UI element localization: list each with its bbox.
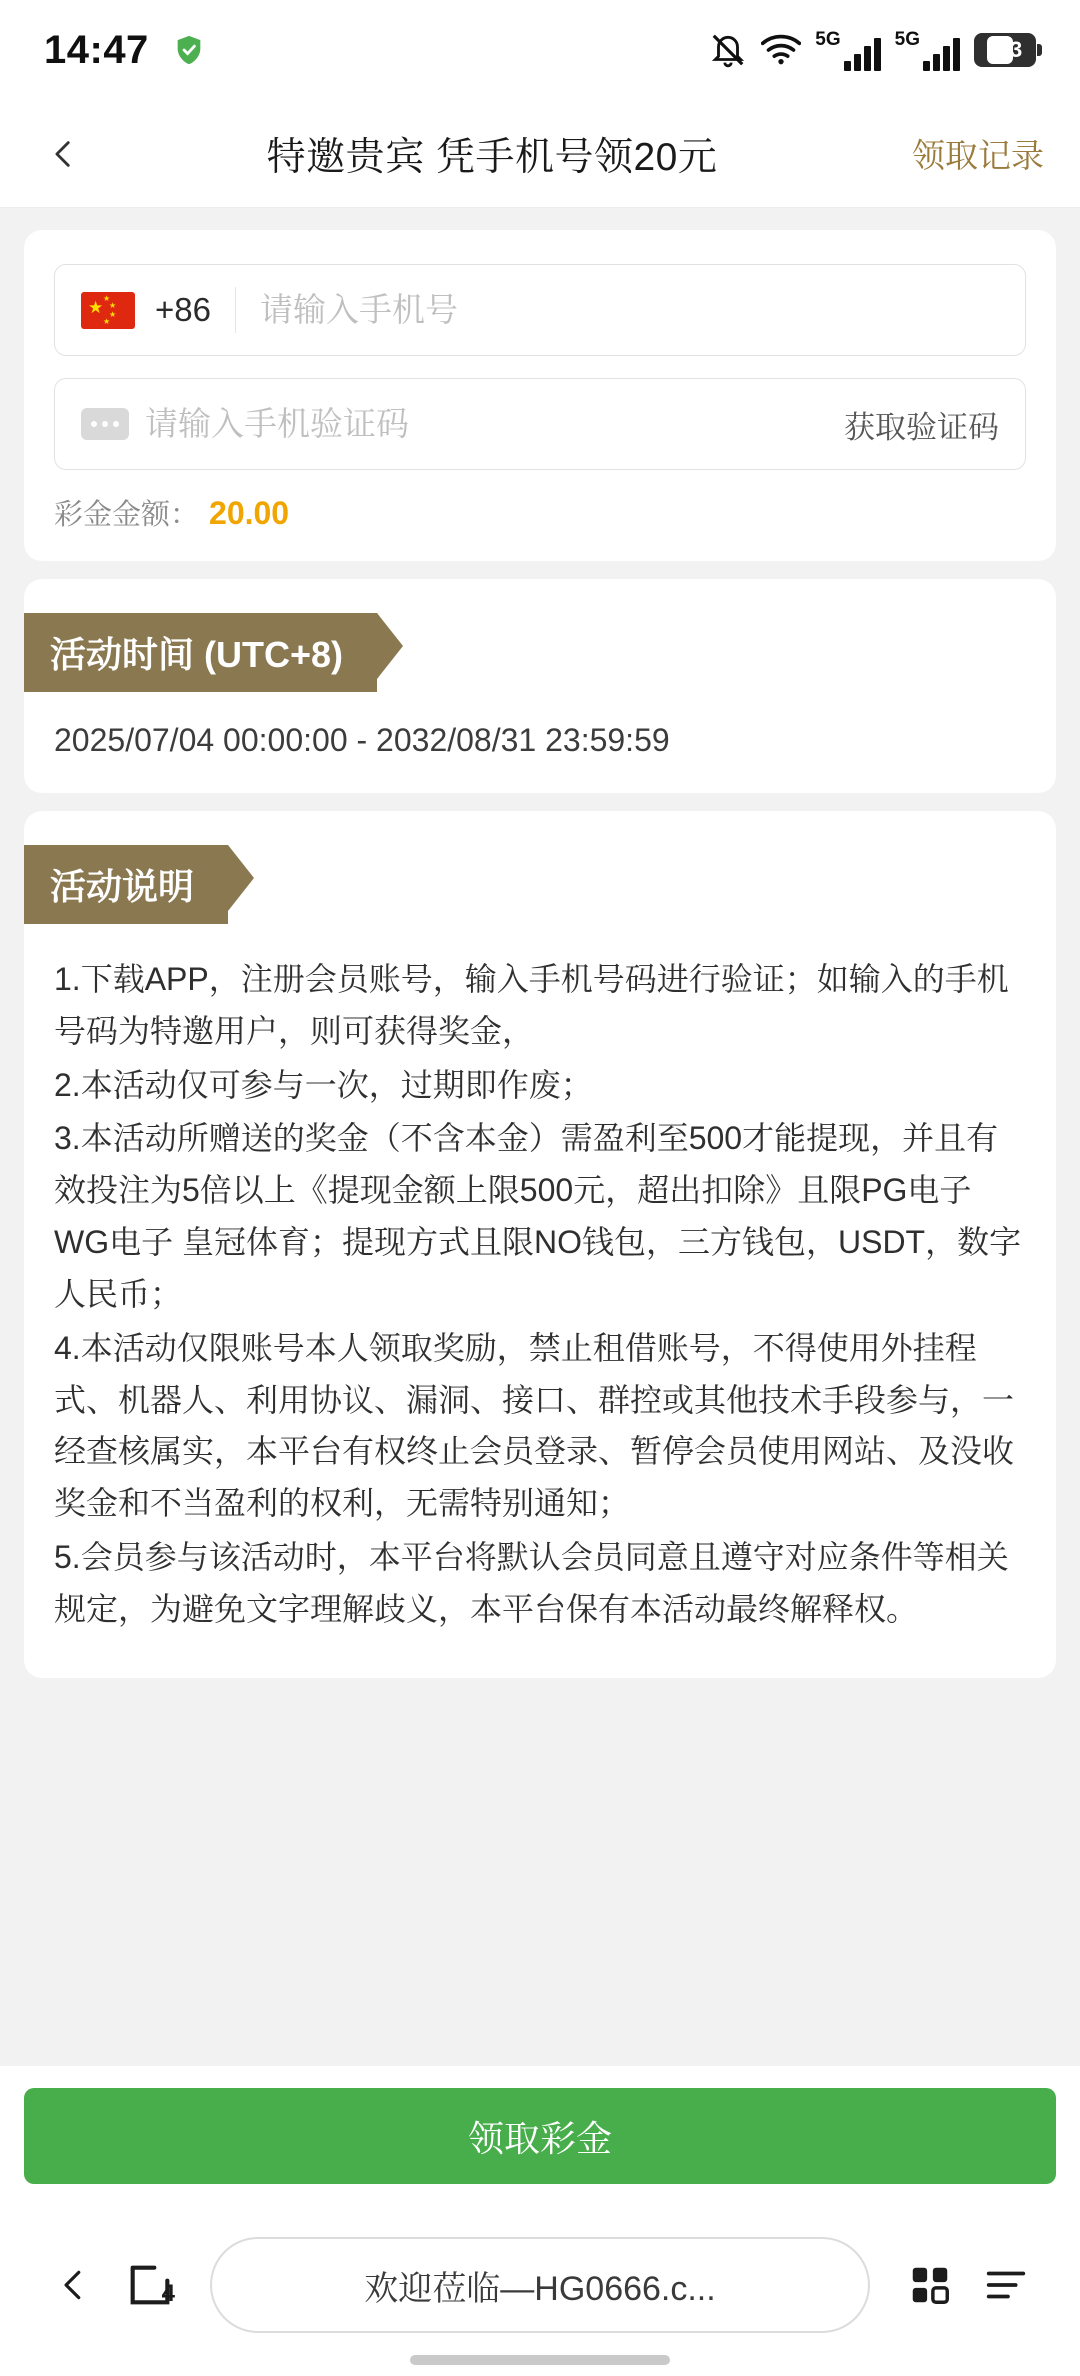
phone-field-row[interactable] [54,264,1026,356]
battery-indicator [974,33,1036,67]
rule-item: 3.本活动所赠送的奖金（不含本金）需盈利至500才能提现，并且有效投注为5倍以上《提现金额上限500元，超出扣除》且限PG电子 WG电子 皇冠体育；提现方式且限NO钱包，三方钱包，USDT，数字人民币； [54,1120,1022,1312]
sim2-label: 5G [894,28,920,50]
rule-item: 4.本活动仅限账号本人领取奖励，禁止租借账号，不得使用外挂程式、机器人、利用协议、漏洞、接口、群控或其他技术手段参与，一经查核属实，本平台有权终止会员登录、暂停会员使用网站、及没收奖金和不当盈利的权利，无需特别通知； [54,1329,1015,1522]
activity-time-tag: 活动时间 (UTC+8) [24,613,377,692]
app-header [0,100,1080,208]
grid-apps-icon[interactable] [892,2247,968,2323]
url-bar[interactable]: 欢迎莅临—HG0666.c... [210,2237,870,2333]
bonus-amount-row [54,492,1026,533]
status-bar [0,0,1080,100]
home-indicator [0,2360,1080,2376]
claim-records-link[interactable]: 领取记录 [912,137,1044,174]
sim1-label: 5G [815,28,841,50]
browser-back-button[interactable] [36,2247,112,2323]
verification-code-input[interactable] [145,405,830,443]
rule-item: 1.下载APP，注册会员账号，输入手机号码进行验证；如输入的手机号码为特邀用户，则可获得奖金， [54,961,1009,1049]
dots-icon [81,408,129,440]
cta-container [0,2066,1080,2210]
page-content [0,208,1080,2066]
rule-item: 5.会员参与该活动时，本平台将默认会员同意且遵守对应条件等相关规定，为避免文字理解歧义，本平台保有本活动最终解释权。 [54,1539,1009,1627]
shield-icon [171,32,207,68]
sim2-signal-icon [895,30,960,71]
wifi-icon [761,34,801,66]
bell-muted-icon [709,31,747,69]
tabs-count: 4 [161,2280,175,2307]
sim1-signal-icon [815,30,880,71]
claim-bonus-button[interactable]: 领取彩金 [24,2088,1056,2184]
bonus-amount-value: 20.00 [209,495,290,531]
china-flag-icon: ★ ★ ★ ★ ★ [81,292,135,329]
field-divider [235,287,236,333]
activity-time-range: 2025/07/04 00:00:00 - 2032/08/31 23:59:59 [54,722,670,758]
status-time: 14:47 [44,27,149,72]
bonus-amount-label: 彩金金额： [54,499,200,531]
activity-rules-text [54,954,1026,1668]
phone-input[interactable] [260,291,999,329]
activity-rules-tag: 活动说明 [24,845,228,924]
page-title: 特邀贵宾 凭手机号领20元 [266,135,718,179]
country-code-label[interactable]: +86 [155,291,211,328]
verification-code-row[interactable] [54,378,1026,470]
rule-item: 2.本活动仅可参与一次，过期即作废； [54,1066,593,1103]
activity-time-card [24,579,1056,793]
claim-form-card [24,230,1056,561]
activity-rules-card [24,811,1056,1678]
status-icons [709,30,1036,71]
menu-lines-icon[interactable] [968,2247,1044,2323]
browser-toolbar [0,2210,1080,2360]
tabs-icon[interactable] [112,2247,188,2323]
get-code-button[interactable]: 获取验证码 [844,409,999,445]
battery-level: 43 [997,37,1023,62]
